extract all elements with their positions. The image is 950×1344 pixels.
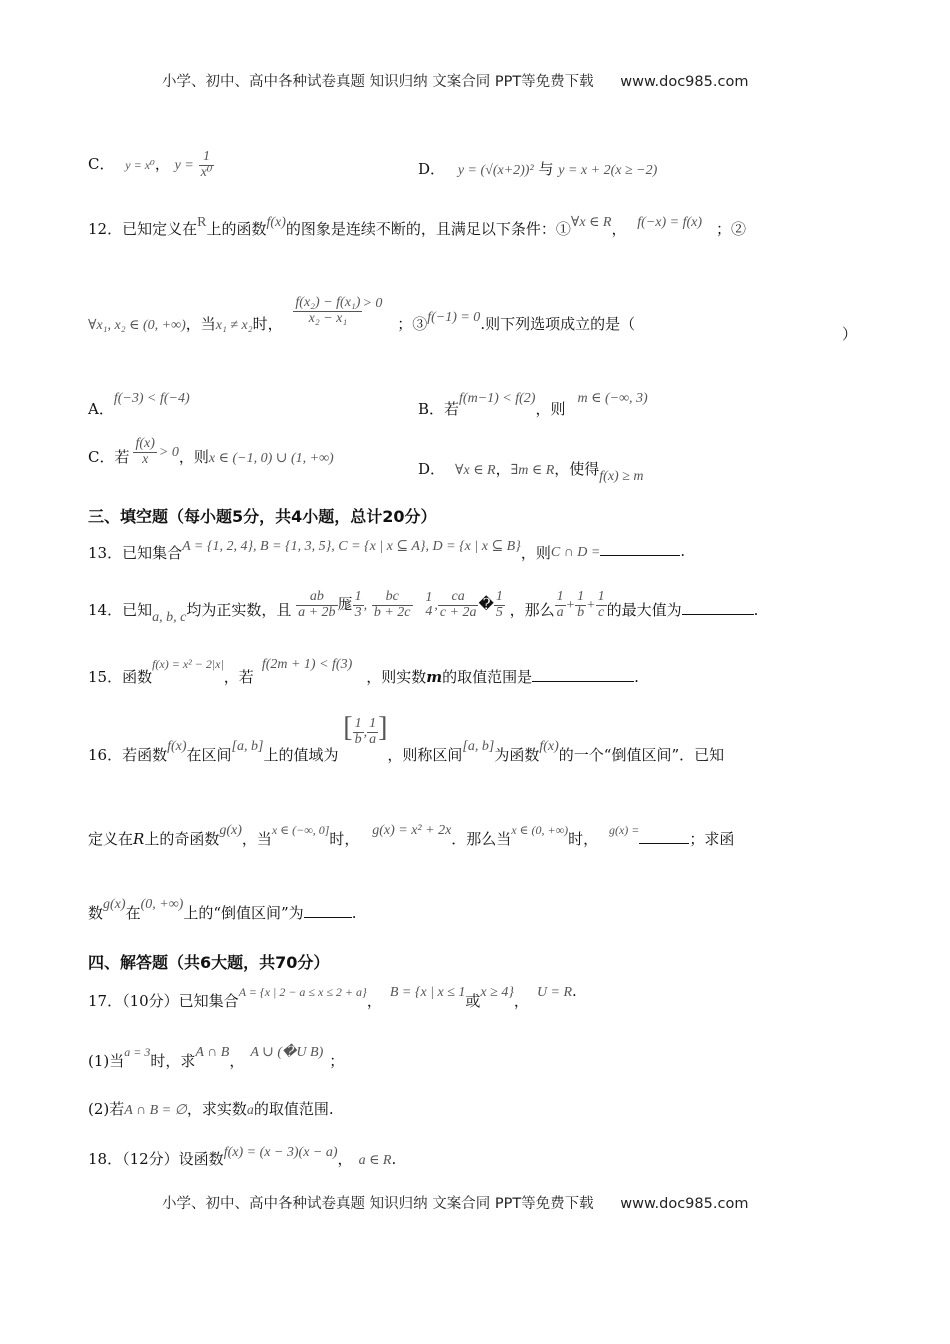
- q17-part2: (2)若A ∩ B = ∅，求实数a的取值范围.: [88, 1100, 334, 1118]
- header-text: 小学、初中、高中各种试卷真题 知识归纳 文案合同 PPT等免费下载: [162, 74, 594, 90]
- q17: 17．（10分）已知集合A = {x | 2 − a ≤ x ≤ 2 + a}， B = {x | x ≤ 1或x ≥ 4}， U = R.: [88, 982, 577, 1010]
- q12-option-c: C．若 $\frac{f(x)}{x}$ > 0，则x ∈ (−1, 0) ∪ (1, +∞): [88, 435, 334, 467]
- fraction: $\frac{1}{\text{x⁰}}$: [200, 149, 213, 180]
- fraction: $\frac{1}{b}$: [354, 715, 362, 747]
- q16-line3: 数g(x)在(0, +∞)上的“倒值区间”为 .: [88, 897, 357, 922]
- page-footer: [162, 1192, 748, 1213]
- q12-fraction: $\frac{\text{f(x₂) − f(x₁)}}{\text{x₂ − x₁}}$: [295, 295, 361, 326]
- section-title-answer: 四、解答题（共6大题，共70分）: [88, 953, 330, 972]
- fraction: 1 4: [425, 589, 433, 620]
- footer-url: www.doc985.com: [620, 1196, 749, 1212]
- q11-option-d: D． y = (√(x+2))² 与 y = x + 2(x ≥ −2): [418, 160, 658, 178]
- q12-close-paren: ）: [842, 325, 858, 343]
- fraction: $\frac{ca}{c + 2a}$: [439, 589, 477, 620]
- q12-line1: 12．已知定义在R上的函数f(x)的图象是连续不断的，且满足以下条件：①∀x ∈ R， f(−x) = f(x) ；②: [88, 215, 747, 238]
- fraction: $\frac{bc}{b + 2c}$: [373, 589, 411, 620]
- header-url: www.doc985.com: [620, 74, 749, 90]
- fraction: $\frac{1}{c}$: [597, 589, 605, 620]
- fraction: $\frac{1}{b}$: [577, 589, 585, 620]
- q12-option-d: D． ∀x ∈ R，∃m ∈ R，使得f(x) ≥ m: [418, 460, 644, 484]
- fraction: $\frac{1}{a}$: [369, 715, 377, 747]
- q17-part1: (1)当a = 3时，求A ∩ B， A ∪ (�U B) ；: [88, 1045, 345, 1070]
- q15: 15．函数f(x) = x² − 2|x|，若f(2m + 1) < f(3)，则实数m的取值范围是 .: [88, 657, 639, 686]
- q12-option-a: A．f(−3) < f(−4): [88, 391, 190, 418]
- footer-text: 小学、初中、高中各种试卷真题 知识归纳 文案合同 PPT等免费下载: [162, 1196, 594, 1212]
- answer-blank[interactable]: [304, 903, 352, 918]
- answer-blank[interactable]: [639, 829, 689, 844]
- section-title-fill-in: 三、填空题（每小题5分，共4小题，总计20分）: [88, 507, 437, 526]
- q13: 13．已知集合A = {1, 2, 4}, B = {1, 3, 5}, C = {x | x ⊆ A}, D = {x | x ⊆ B}，则C ∩ D = .: [88, 539, 686, 562]
- q14: 14．已知a, b, c均为正实数，且 $\frac{ab}{a + 2b}$ 厖 $\frac{1}{3}$ , $\frac{bc}{b + 2c}$ 1 4 , $\frac{ca}{c + 2a}$ � $\frac{1}{5}$ ，那么 $\frac{1}{a}$ + $\frac{1}{b}$ + $\frac{1}{c}$ 的最大值为 .: [88, 589, 759, 626]
- q11-option-c: C． y = x⁰， y = $\frac{1}{\text{x⁰}}$: [88, 149, 213, 180]
- q16-line2: 定义在R上的奇函数g(x)，当x ∈ (−∞, 0]时， g(x) = x² + 2x．那么当x ∈ (0, +∞)时， g(x) = ；求函: [88, 823, 735, 848]
- q18: 18．（12分）设函数f(x) = (x − 3)(x − a)， a ∈ R.: [88, 1145, 397, 1168]
- page-header: [162, 70, 748, 91]
- fraction: $\frac{f(x)}{x}$: [135, 435, 155, 467]
- fraction: $\frac{1}{a}$: [556, 589, 564, 620]
- fraction: $\frac{1}{3}$: [354, 589, 362, 620]
- answer-blank[interactable]: [532, 667, 634, 682]
- q16-line1: 16．若函数f(x)在区间[a, b]上的值域为 [ $\frac{1}{b}$ , $\frac{1}{a}$ ]，则称区间[a, b]为函数f(x)的一个“倒值区间”．已知: [88, 712, 725, 764]
- q12-option-b: B．若f(m−1) < f(2)，则m ∈ (−∞, 3): [418, 391, 648, 418]
- fraction: $\frac{ab}{a + 2b}$: [298, 589, 336, 620]
- answer-blank[interactable]: [600, 541, 680, 556]
- answer-blank[interactable]: [682, 600, 754, 615]
- fraction: $\frac{1}{5}$: [495, 589, 503, 620]
- q12-line2: ∀x₁, x₂ ∈ (0, +∞)，当x₁ ≠ x₂时， $\frac{\text{f(x₂) − f(x₁)}}{\text{x₂ − x₁}}$ > 0 ；③f(−1) = 0.则下列选项成立的是（: [88, 295, 636, 334]
